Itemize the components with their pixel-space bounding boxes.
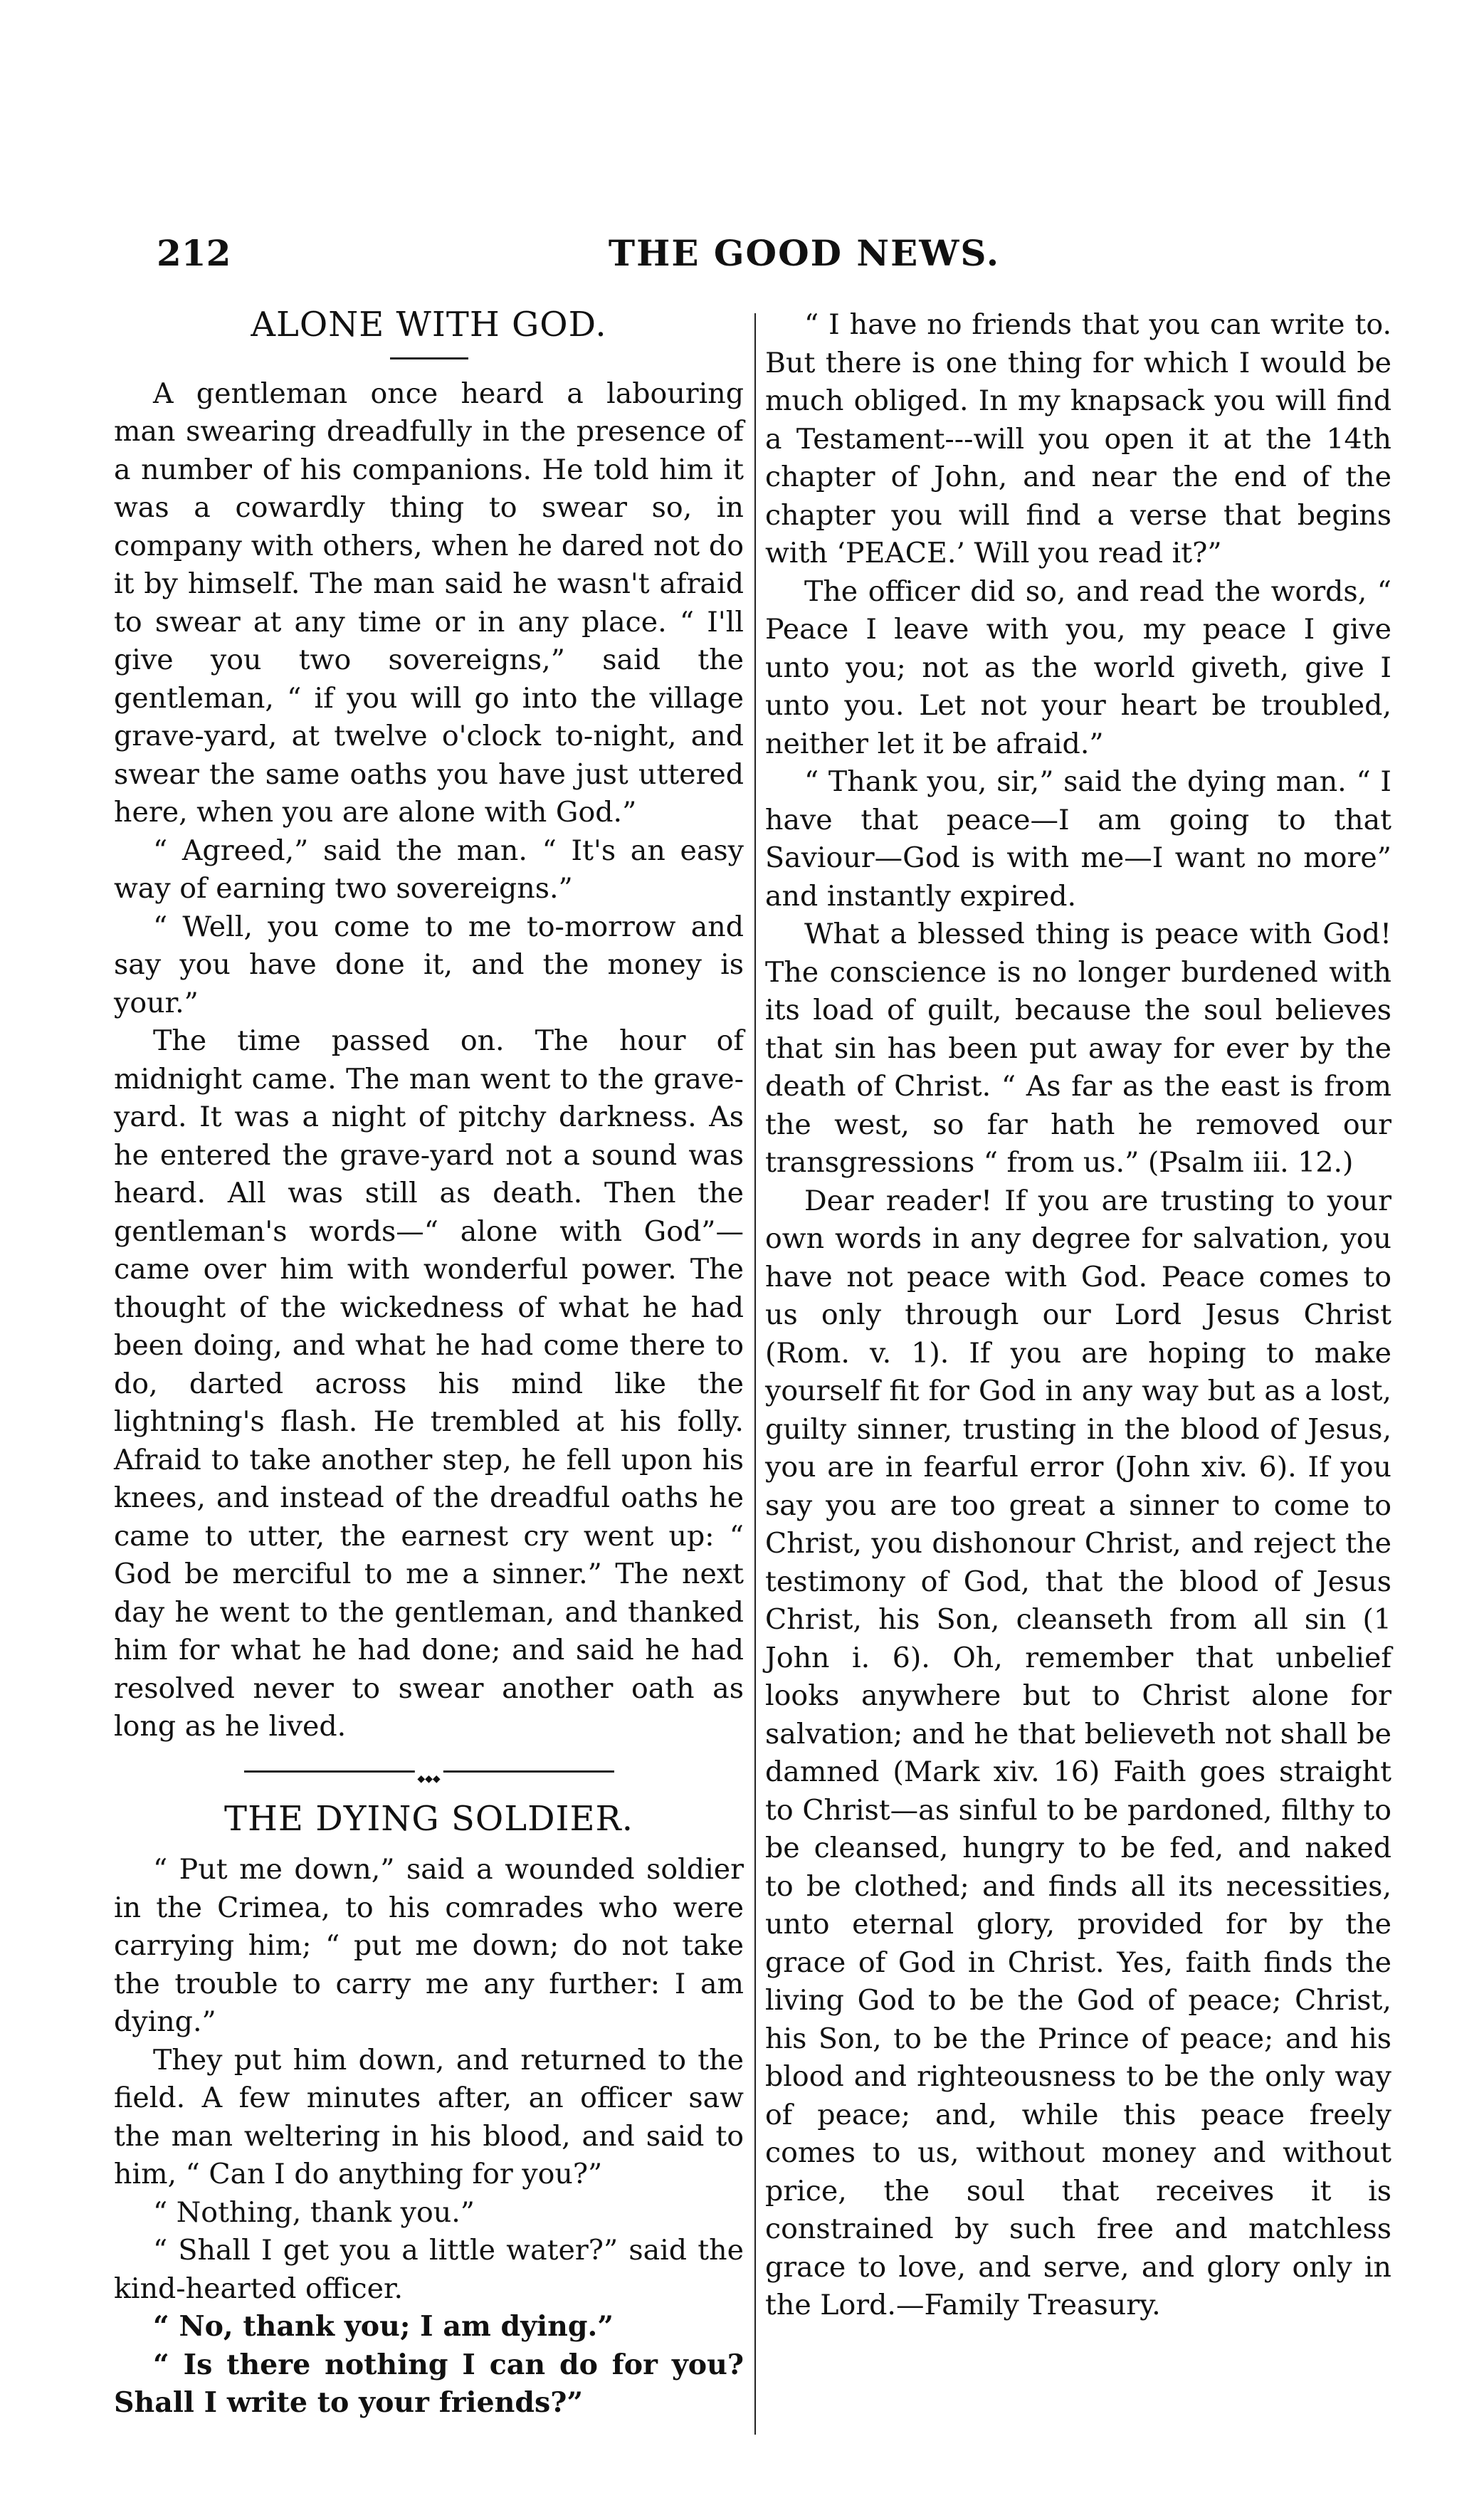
article2-paragraph: “ No, thank you; I am dying.” bbox=[153, 2310, 614, 2343]
article2-paragraph: What a blessed thing is peace with God! The conscience is no longer burdened with its load of guilt, because the soul believes that sin has been put away for ever by the death of Christ. “ As far as the east is from the west, so far hath he removed our transgressions “ from us.” (Psalm iii. 12.) bbox=[765, 918, 1391, 1179]
page-number: 212 bbox=[157, 232, 231, 274]
article1-paragraph: A gentleman once heard a labouring man swearing dreadfully in the presence of a number of his companions. He told him it was a cowardly thing to swear so, in company with others, when he dared not do it by himself. The man said he wasn't afraid to swear at any time or in any place. “ I'll give you two sovereigns,” said the gentleman, “ if you will go into the village grave-yard, at twelve o'clock to-night, and swear the same oaths you have just uttered here, when you are alone with God.” bbox=[114, 377, 744, 829]
right-column bbox=[765, 306, 1391, 2325]
article1-paragraph: “ Agreed,” said the man. “ It's an easy way of earning two sovereigns.” bbox=[114, 834, 744, 905]
page-header bbox=[157, 232, 1395, 289]
running-title: THE GOOD NEWS. bbox=[608, 232, 1001, 274]
article2-paragraph: “ Shall I get you a little water?” said the kind-hearted officer. bbox=[114, 2234, 744, 2305]
article2-paragraph: “ Is there nothing I can do for you? Shall I write to your friends?” bbox=[114, 2348, 744, 2419]
article2-paragraph: They put him down, and returned to the field. A few minutes after, an officer saw the man weltering in his blood, and said to him, “ Can I do anything for you?” bbox=[114, 2043, 744, 2190]
article2-paragraph: “ Thank you, sir,” said the dying man. “ I have that peace—I am going to that Saviour—God is with me—I want no more” and instantly expired. bbox=[765, 765, 1391, 913]
article2-paragraph: Dear reader! If you are trusting to your own words in any degree for salvation, you have not peace with God. Peace comes to us only through our Lord Jesus Christ (Rom. v. 1). If you are hoping to make yourself fit for God in any way but as a lost, guilty sinner, trusting in the blood of Jesus, you are in fearful error (John xiv. 6). If you say you are too great a sinner to come to Christ, you dishonour Christ, and reject the testimony of God, that the blood of Jesus Christ, his Son, cleanseth from all sin (1 John i. 6). Oh, remember that unbelief looks anywhere but to Christ alone for salvation; and he that believeth not shall be damned (Mark xiv. 16) Faith goes straight to Christ—as sinful to be pardoned, filthy to be cleansed, hungry to be fed, and naked to be clothed; and finds all its necessities, unto eternal glory, provided for by the grace of God in Christ. Yes, faith finds the living God to be the God of peace; Christ, his Son, to be the Prince of peace; and his blood and righteousness to be the only way of peace; and, while this peace freely comes to us, without money and without price, the soul that receives it is constrained by such free and matchless grace to love, and serve, and glory only in the Lord.—Family Treasury. bbox=[765, 1184, 1391, 2321]
article2-paragraph: “ Nothing, thank you.” bbox=[153, 2195, 475, 2229]
section-separator bbox=[114, 1751, 744, 1793]
article2-paragraph: “ Put me down,” said a wounded soldier in the Crimea, to his comrades who were carrying him; “ put me down; do not take the trouble to carry me any further: I am dying.” bbox=[114, 1853, 744, 2038]
column-divider bbox=[754, 313, 756, 2435]
article-title-alone-with-god: ALONE WITH GOD. bbox=[251, 305, 607, 345]
article2-paragraph: “ I have no friends that you can write to. But there is one thing for which I would be much obliged. In my knapsack you will find a Testament---will you open it at the 14th chapter of John, and near the end of the chapter you will find a verse that begins with ‘PEACE.’ Will you read it?” bbox=[765, 308, 1391, 570]
article-title-dying-soldier: THE DYING SOLDIER. bbox=[224, 1798, 633, 1839]
left-column bbox=[114, 306, 744, 2423]
title-rule bbox=[390, 357, 468, 359]
article1-paragraph: The time passed on. The hour of midnight came. The man went to the grave-yard. It was a night of pitchy darkness. As he entered the grave-yard not a sound was heard. All was still as death. Then the gentleman's words—“ alone with God”—came over him with wonderful power. The thought of the wickedness of what he had been doing, and what he had come there to do, darted across his mind like the lightning's flash. He trembled at his folly. Afraid to take another step, he fell upon his knees, and instead of the dreadful oaths he came to utter, the earnest cry went up: “ God be merciful to me a sinner.” The next day he went to the gentleman, and thanked him for what he had done; and said he had resolved never to swear another oath as long as he lived. bbox=[114, 1024, 744, 1743]
article1-paragraph: “ Well, you come to me to-morrow and say you have done it, and the money is your.” bbox=[114, 910, 744, 1019]
article2-paragraph: The officer did so, and read the words, “ Peace I leave with you, my peace I give unto you; not as the world giveth, give I unto you. Let not your heart be troubled, neither let it be afraid.” bbox=[765, 574, 1391, 760]
